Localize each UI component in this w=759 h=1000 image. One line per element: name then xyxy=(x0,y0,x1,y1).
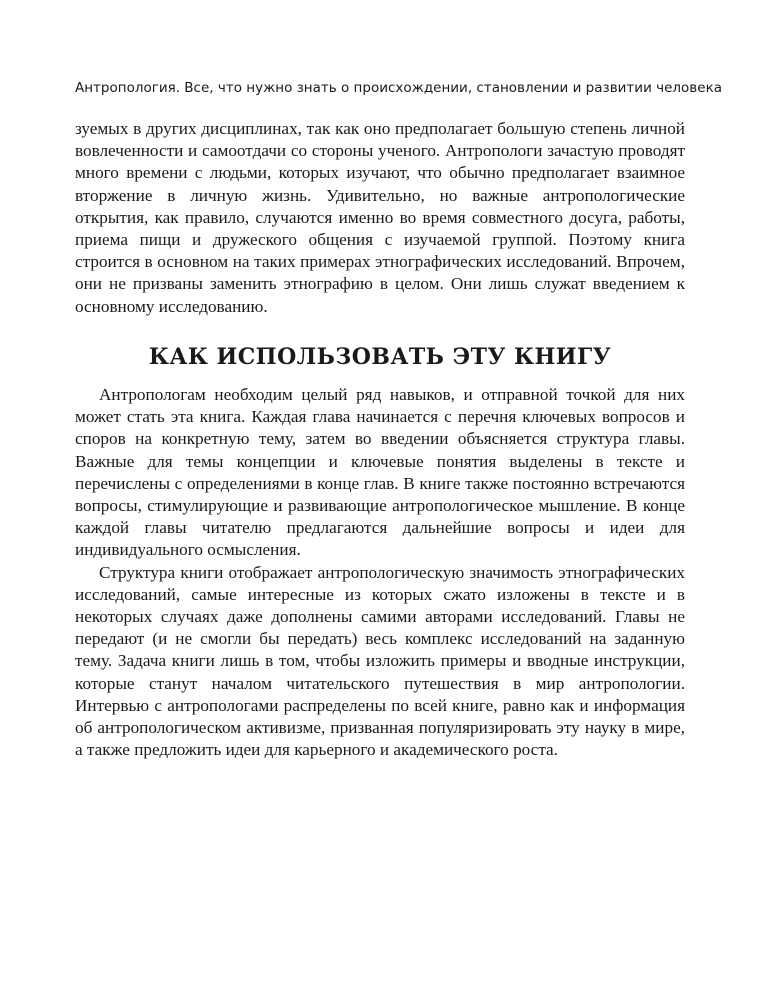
running-header: Антропология. Все, что нужно знать о происхождении, становлении и развитии человека xyxy=(75,80,722,96)
continuation-block xyxy=(75,118,685,318)
continuation-paragraph: зуемых в других дисциплинах, так как оно предполагает большую степень личной вовлеченности и самоотдачи со стороны ученого. Антропологи зачастую проводят много времени с людьми, которых изучают, что обычно предполагает взаимное вторжение в личную жизнь. Удивительно, но важные антропологические открытия, как правило, случаются именно во время совместного досуга, работы, приема пищи и дружеского общения с изучаемой группой. Поэтому книга строится в основном на таких примерах этнографических исследований. Впрочем, они не призваны заменить этнографию в целом. Они лишь служат введением к основному исследованию. xyxy=(75,119,685,316)
section-paragraph-2: Структура книги отображает антропологическую значимость этнографических исследований, самые интересные из которых сжато изложены в тексте и в некоторых случаях даже дополнены самими авторами исследований. Главы не передают (и не смогли бы передать) весь комплекс исследований на заданную тему. Задача книги лишь в том, чтобы изложить примеры и вводные инструкции, которые станут началом читательского путешествия в мир антропологии. Интервью с антропологами распределены по всей книге, равно как и информация об антропологическом активизме, призванная популяризировать эту науку в мире, а также предложить идеи для карьерного и академического роста. xyxy=(75,562,685,760)
section-paragraph-1: Антропологам необходим целый ряд навыков, и отправной точкой для них может стать эта книга. Каждая глава начинается с перечня ключевых вопросов и споров на конкретную тему, затем во введении объясняется структура главы. Важные для темы концепции и ключевые понятия выделены в тексте и перечислены с определениями в конце глав. В книге также постоянно встречаются вопросы, стимулирующие и развивающие антропологическое мышление. В конце каждой главы читателю предлагаются дальнейшие вопросы и идеи для индивидуального осмысления. xyxy=(75,385,685,560)
section-body xyxy=(75,384,685,761)
section-heading: КАК ИСПОЛЬЗОВАТЬ ЭТУ КНИГУ xyxy=(148,344,612,370)
